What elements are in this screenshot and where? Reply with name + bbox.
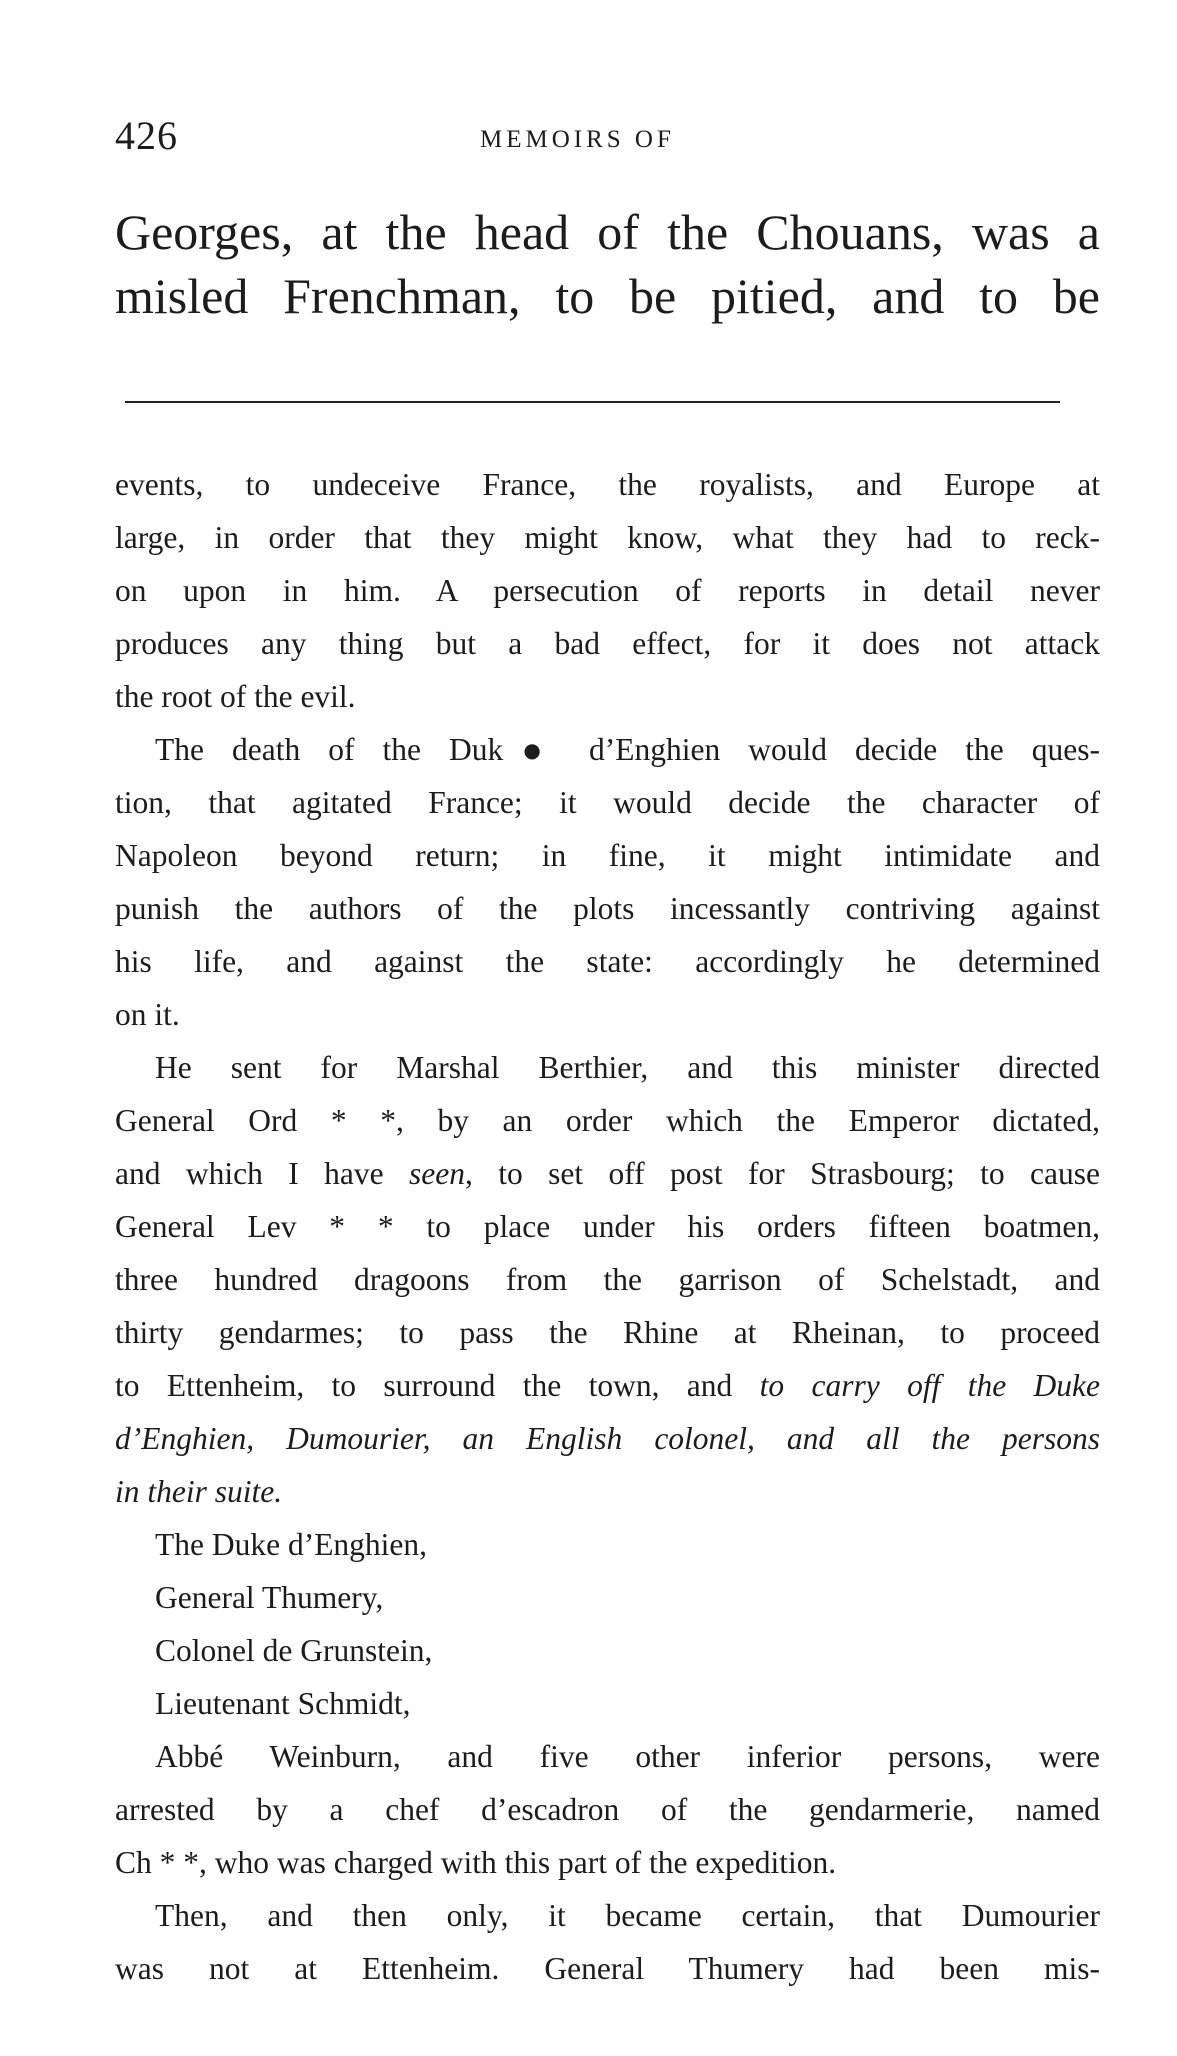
page-number: 426 — [115, 113, 178, 158]
large-text-line: misled Frenchman, to be pitied, and to be — [115, 268, 1100, 324]
section-divider — [125, 401, 1060, 403]
person-list-item: General Thumery, — [155, 1580, 384, 1615]
text-line: thirty gendarmes; to pass the Rhine at Rheinan, to proceed — [115, 1315, 1100, 1350]
text-line: arrested by a chef d’escadron of the gendarmerie, named — [115, 1792, 1100, 1827]
text-line: on it. — [115, 997, 180, 1032]
text-fragment: and which I have — [115, 1156, 409, 1191]
text-line: Then, and then only, it became certain, that Dumourier — [155, 1898, 1100, 1933]
text-line: Abbé Weinburn, and five other inferior persons, were — [155, 1739, 1100, 1774]
text-fragment: The death of the Duk — [155, 732, 504, 767]
large-text-line: Georges, at the head of the Chouans, was a — [115, 204, 1100, 260]
person-list-item: Lieutenant Schmidt, — [155, 1686, 411, 1721]
body-text — [115, 458, 1100, 1995]
text-line: his life, and against the state: accordingly he determined — [115, 944, 1100, 979]
text-line: produces any thing but a bad effect, for it does not attack — [115, 626, 1100, 661]
text-line: three hundred dragoons from the garrison of Schelstadt, and — [115, 1262, 1100, 1297]
person-list-item: The Duke d’Enghien, — [155, 1527, 428, 1562]
running-head: MEMOIRS OF — [480, 126, 675, 153]
text-line: large, in order that they might know, what they had to reck- — [115, 520, 1100, 555]
text-line: General Lev * * to place under his orders fifteen boatmen, — [115, 1209, 1100, 1244]
text-fragment: to Ettenheim, to surround the town, and — [115, 1368, 760, 1403]
text-line: General Ord * *, by an order which the Emperor dictated, — [115, 1103, 1100, 1138]
text-line — [115, 1359, 1100, 1412]
italic-fragment: seen — [408, 1156, 465, 1191]
page-header — [115, 112, 1095, 162]
text-line: He sent for Marshal Berthier, and this minister directed — [155, 1050, 1100, 1085]
person-list-item: Colonel de Grunstein, — [155, 1633, 433, 1668]
text-line — [115, 1147, 1100, 1200]
text-line — [115, 723, 1100, 776]
text-line: was not at Ettenheim. General Thumery had been mis- — [115, 1951, 1100, 1986]
italic-text-line: in their suite. — [115, 1474, 283, 1509]
text-fragment: , to set off post for Strasbourg; to cause — [464, 1156, 1100, 1191]
text-line: tion, that agitated France; it would decide the character of — [115, 785, 1100, 820]
text-line: punish the authors of the plots incessantly contriving against — [115, 891, 1100, 926]
text-line: Ch * *, who was charged with this part of the expedition. — [115, 1845, 837, 1880]
italic-fragment: to carry off the Duke — [759, 1368, 1100, 1403]
ink-blot-glyph: ● — [503, 738, 561, 762]
text-line: the root of the evil. — [115, 679, 356, 714]
text-line: Napoleon beyond return; in fine, it might intimidate and — [115, 838, 1100, 873]
large-type-passage — [115, 200, 1100, 328]
text-line: on upon in him. A persecution of reports in detail never — [115, 573, 1100, 608]
text-fragment: d’Enghien would decide the ques- — [561, 732, 1100, 767]
italic-text-line: d’Enghien, Dumourier, an English colonel, and all the persons — [115, 1421, 1100, 1456]
text-line: events, to undeceive France, the royalists, and Europe at — [115, 467, 1100, 502]
